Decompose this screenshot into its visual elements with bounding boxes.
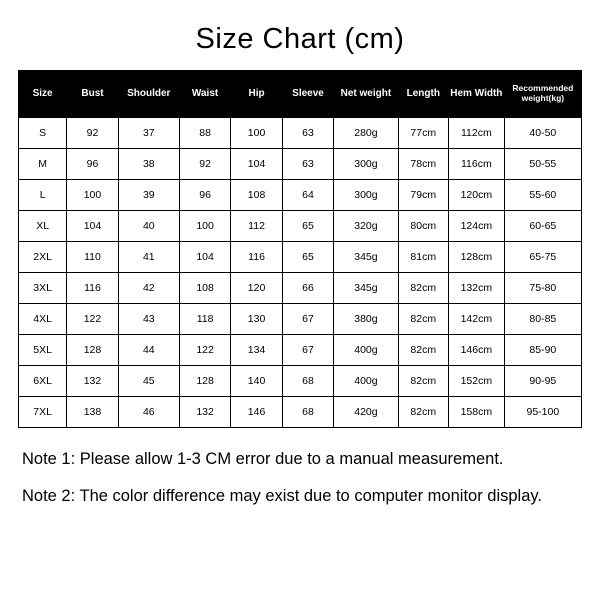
cell-size: XL [19,211,67,242]
cell-sleeve: 63 [282,149,333,180]
cell-length: 82cm [398,397,448,428]
table-header-row [19,71,582,118]
cell-recommended-weight: 60-65 [504,211,581,242]
cell-recommended-weight: 95-100 [504,397,581,428]
cell-waist: 104 [179,242,230,273]
cell-length: 82cm [398,335,448,366]
cell-sleeve: 66 [282,273,333,304]
notes-section [22,448,578,508]
table-row [19,242,582,273]
cell-sleeve: 65 [282,211,333,242]
cell-length: 77cm [398,118,448,149]
cell-net-weight: 280g [334,118,398,149]
cell-waist: 96 [179,180,230,211]
table-row [19,149,582,180]
cell-waist: 122 [179,335,230,366]
cell-hip: 120 [231,273,282,304]
cell-sleeve: 65 [282,242,333,273]
cell-size: 6XL [19,366,67,397]
column-header-size: Size [19,71,67,118]
cell-waist: 92 [179,149,230,180]
cell-size: 7XL [19,397,67,428]
cell-shoulder: 43 [118,304,179,335]
cell-length: 82cm [398,304,448,335]
table-row [19,304,582,335]
cell-hip: 108 [231,180,282,211]
cell-length: 78cm [398,149,448,180]
cell-hem-width: 128cm [448,242,504,273]
cell-waist: 100 [179,211,230,242]
cell-hip: 100 [231,118,282,149]
column-header-shoulder: Shoulder [118,71,179,118]
cell-shoulder: 39 [118,180,179,211]
size-chart-table [18,70,582,428]
table-row [19,118,582,149]
column-header-waist: Waist [179,71,230,118]
table-row [19,211,582,242]
cell-size: M [19,149,67,180]
table-row [19,335,582,366]
cell-net-weight: 380g [334,304,398,335]
cell-bust: 92 [67,118,118,149]
cell-size: 2XL [19,242,67,273]
size-chart-table-wrapper [18,70,582,428]
cell-bust: 122 [67,304,118,335]
cell-size: 3XL [19,273,67,304]
column-header-hem-width: Hem Width [448,71,504,118]
cell-shoulder: 41 [118,242,179,273]
cell-hem-width: 132cm [448,273,504,304]
cell-net-weight: 400g [334,366,398,397]
cell-recommended-weight: 65-75 [504,242,581,273]
cell-recommended-weight: 50-55 [504,149,581,180]
cell-length: 80cm [398,211,448,242]
cell-waist: 88 [179,118,230,149]
cell-hem-width: 116cm [448,149,504,180]
cell-sleeve: 63 [282,118,333,149]
cell-shoulder: 40 [118,211,179,242]
cell-net-weight: 400g [334,335,398,366]
cell-shoulder: 37 [118,118,179,149]
column-header-net-weight: Net weight [334,71,398,118]
cell-bust: 104 [67,211,118,242]
cell-sleeve: 64 [282,180,333,211]
cell-hip: 104 [231,149,282,180]
cell-net-weight: 300g [334,149,398,180]
cell-hip: 146 [231,397,282,428]
column-header-hip: Hip [231,71,282,118]
cell-net-weight: 345g [334,242,398,273]
cell-sleeve: 68 [282,397,333,428]
cell-bust: 116 [67,273,118,304]
cell-hem-width: 158cm [448,397,504,428]
cell-recommended-weight: 55-60 [504,180,581,211]
cell-hem-width: 120cm [448,180,504,211]
cell-hip: 112 [231,211,282,242]
cell-hem-width: 112cm [448,118,504,149]
table-body [19,118,582,428]
column-header-sleeve: Sleeve [282,71,333,118]
cell-waist: 132 [179,397,230,428]
cell-recommended-weight: 90-95 [504,366,581,397]
table-header [19,71,582,118]
cell-sleeve: 68 [282,366,333,397]
cell-bust: 132 [67,366,118,397]
cell-size: S [19,118,67,149]
cell-net-weight: 300g [334,180,398,211]
cell-length: 81cm [398,242,448,273]
cell-sleeve: 67 [282,335,333,366]
cell-recommended-weight: 80-85 [504,304,581,335]
cell-shoulder: 44 [118,335,179,366]
cell-size: L [19,180,67,211]
column-header-length: Length [398,71,448,118]
cell-recommended-weight: 40-50 [504,118,581,149]
cell-size: 4XL [19,304,67,335]
cell-length: 82cm [398,366,448,397]
cell-net-weight: 420g [334,397,398,428]
cell-hip: 134 [231,335,282,366]
note-1: Note 1: Please allow 1-3 CM error due to a manual measurement. [22,450,504,468]
cell-length: 82cm [398,273,448,304]
cell-waist: 118 [179,304,230,335]
cell-size: 5XL [19,335,67,366]
cell-hem-width: 146cm [448,335,504,366]
cell-shoulder: 46 [118,397,179,428]
column-header-recommended-weight: Recommended weight(kg) [504,71,581,118]
cell-length: 79cm [398,180,448,211]
note-2: Note 2: The color difference may exist due to computer monitor display. [22,487,543,506]
table-row [19,180,582,211]
column-header-bust: Bust [67,71,118,118]
cell-net-weight: 345g [334,273,398,304]
cell-recommended-weight: 75-80 [504,273,581,304]
cell-bust: 100 [67,180,118,211]
cell-hip: 140 [231,366,282,397]
table-row [19,273,582,304]
cell-hem-width: 152cm [448,366,504,397]
cell-bust: 110 [67,242,118,273]
cell-bust: 138 [67,397,118,428]
cell-shoulder: 42 [118,273,179,304]
cell-recommended-weight: 85-90 [504,335,581,366]
cell-bust: 128 [67,335,118,366]
cell-bust: 96 [67,149,118,180]
table-row [19,366,582,397]
cell-shoulder: 45 [118,366,179,397]
table-row [19,397,582,428]
cell-hem-width: 142cm [448,304,504,335]
cell-shoulder: 38 [118,149,179,180]
cell-waist: 108 [179,273,230,304]
page-title: Size Chart (cm) [195,23,405,55]
cell-hip: 130 [231,304,282,335]
cell-hem-width: 124cm [448,211,504,242]
cell-sleeve: 67 [282,304,333,335]
cell-hip: 116 [231,242,282,273]
cell-waist: 128 [179,366,230,397]
cell-net-weight: 320g [334,211,398,242]
